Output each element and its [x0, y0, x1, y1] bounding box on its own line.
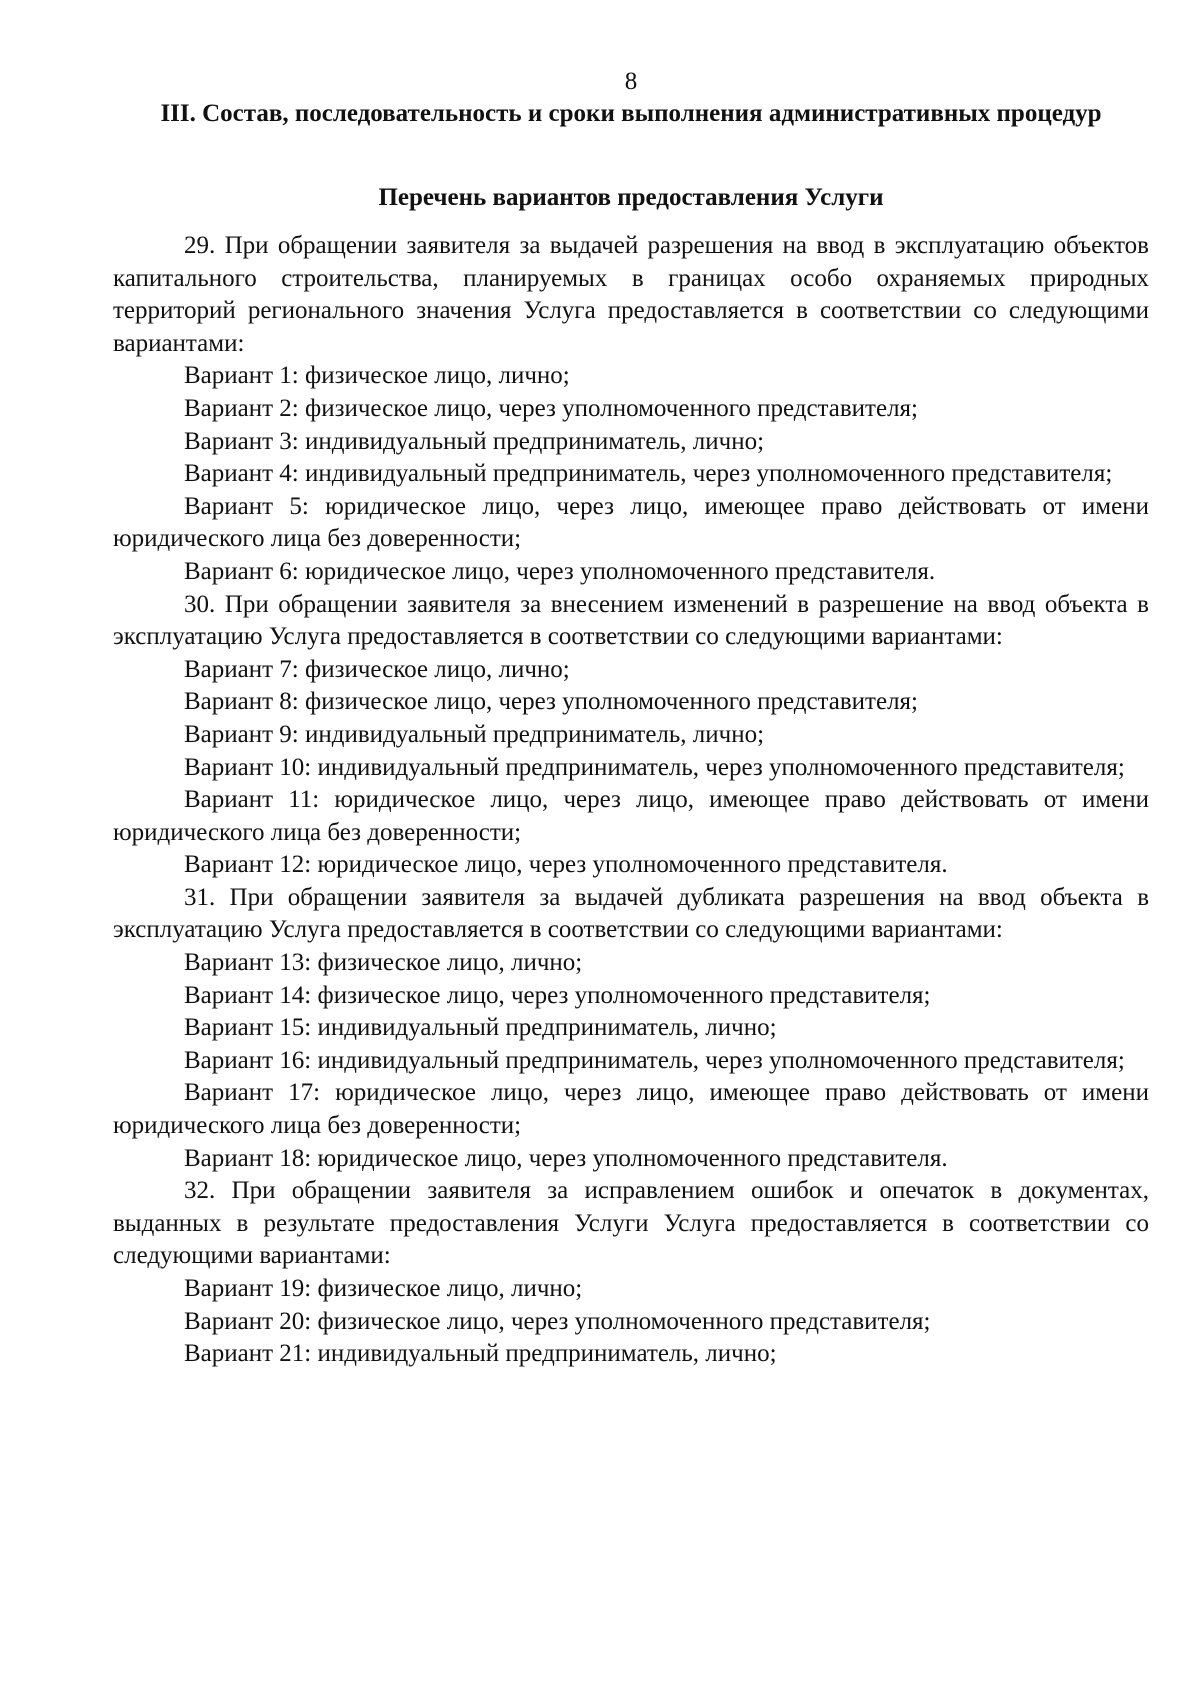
variant-17: Вариант 17: юридическое лицо, через лицо, имеющее право действовать от имени юридического лица без доверенности;	[113, 1079, 1149, 1140]
variant-14: Вариант 14: физическое лицо, через уполномоченного представителя;	[184, 981, 931, 1009]
variant-15: Вариант 15: индивидуальный предприниматель, лично;	[184, 1014, 777, 1042]
variant-19: Вариант 19: физическое лицо, лично;	[184, 1275, 583, 1302]
variant-7: Вариант 7: физическое лицо, лично;	[184, 655, 570, 683]
variant-10: Вариант 10: индивидуальный предприниматель, через уполномоченного представителя;	[184, 753, 1125, 781]
variant-9: Вариант 9: индивидуальный предприниматель, лично;	[184, 720, 765, 748]
variant-12: Вариант 12: юридическое лицо, через уполномоченного представителя.	[184, 851, 948, 879]
variant-3: Вариант 3: индивидуальный предприниматель, лично;	[184, 427, 765, 455]
variant-18: Вариант 18: юридическое лицо, через уполномоченного представителя.	[184, 1144, 948, 1172]
paragraph-32: 32. При обращении заявителя за исправлением ошибок и опечаток в документах, выданных в результате предоставления Услуги Услуга предоставляется в соответствии со следующими вариантами:	[113, 1177, 1149, 1270]
paragraph-29: 29. При обращении заявителя за выдачей разрешения на ввод в эксплуатацию объектов капитального строительства, планируемых в границах особо охраняемых природных территорий регионального значения Услуга предоставляется в соответствии со следующими вариантами:	[113, 232, 1149, 357]
variant-6: Вариант 6: юридическое лицо, через уполномоченного представителя.	[184, 557, 936, 585]
paragraph-31: 31. При обращении заявителя за выдачей дубликата разрешения на ввод объекта в эксплуатацию Услуга предоставляется в соответствии со следующими вариантами:	[113, 883, 1149, 944]
variant-8: Вариант 8: физическое лицо, через уполномоченного представителя;	[184, 688, 918, 716]
variant-4: Вариант 4: индивидуальный предприниматель, через уполномоченного представителя;	[184, 460, 1113, 488]
subsection-title: Перечень вариантов предоставления Услуги	[378, 184, 884, 211]
variant-11: Вариант 11: юридическое лицо, через лицо, имеющее право действовать от имени юридического лица без доверенности;	[113, 786, 1149, 846]
variant-21: Вариант 21: индивидуальный предприниматель, лично;	[184, 1340, 777, 1368]
section-title: III. Состав, последовательность и сроки выполнения административных процедур	[160, 100, 1102, 127]
page-number: 8	[624, 68, 638, 95]
document-page	[113, 68, 1149, 1371]
variant-5: Вариант 5: юридическое лицо, через лицо, имеющее право действовать от имени юридического лица без доверенности;	[113, 492, 1149, 553]
variant-16: Вариант 16: индивидуальный предприниматель, через уполномоченного представителя;	[184, 1046, 1125, 1074]
paragraph-30: 30. При обращении заявителя за внесением изменений в разрешение на ввод объекта в эксплуатацию Услуга предоставляется в соответствии со следующими вариантами:	[113, 590, 1149, 651]
variant-13: Вариант 13: физическое лицо, лично;	[184, 949, 583, 977]
variant-20: Вариант 20: физическое лицо, через уполномоченного представителя;	[184, 1307, 931, 1335]
variant-1: Вариант 1: физическое лицо, лично;	[184, 362, 570, 390]
variant-2: Вариант 2: физическое лицо, через уполномоченного представителя;	[184, 394, 918, 422]
